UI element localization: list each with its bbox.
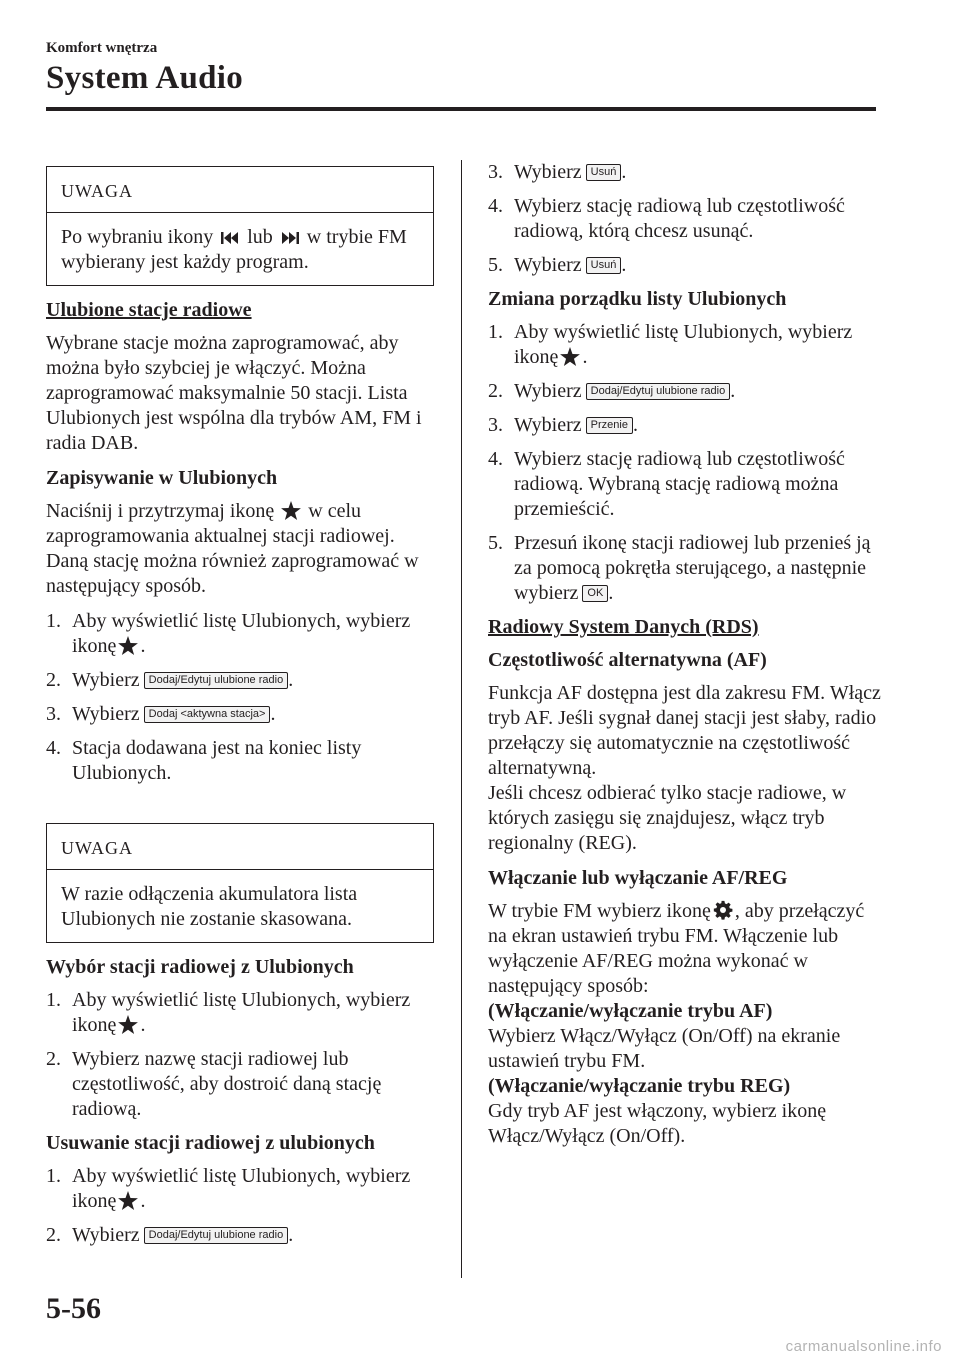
- note-text: lub: [247, 226, 273, 248]
- page-number: 5-56: [46, 1292, 101, 1325]
- list-item: 1. Aby wyświetlić listę Ulubionych, wybierz ikonę .: [46, 1165, 411, 1212]
- paragraph: Jeśli chcesz odbierać tylko stacje radiowe, w których zasięgu się znajdujesz, włącz tryb regionalny (REG).: [488, 782, 847, 854]
- section-heading: Radiowy System Danych (RDS): [488, 616, 759, 638]
- note-body: [47, 213, 433, 285]
- edit-favorites-button: Dodaj/Edytuj ulubione radio: [144, 672, 289, 689]
- note-box: [46, 823, 434, 943]
- paragraph: Gdy tryb AF jest włączony, wybierz ikonę Włącz/Wyłącz (On/Off).: [488, 1100, 827, 1147]
- list-item: 2. Wybierz nazwę stacji radiowej lub częstotliwość, aby dostroić daną stację radiową.: [46, 1048, 382, 1120]
- subsection-heading: Częstotliwość alternatywna (AF): [488, 649, 767, 671]
- list-item: 1. Aby wyświetlić listę Ulubionych, wybierz ikonę .: [488, 321, 853, 368]
- paragraph: Funkcja AF dostępna jest dla zakresu FM. Włącz tryb AF. Jeśli sygnał danej stacji jest słaby, radio przełączy się automatycznie na częstotliwość alternatywną.: [488, 682, 881, 779]
- list-item: 2. Wybierz Dodaj/Edytuj ulubione radio .: [46, 1224, 294, 1246]
- subsection-heading: Zapisywanie w Ulubionych: [46, 467, 278, 489]
- title-rule: [46, 107, 876, 111]
- add-active-station-button: Dodaj <aktywna stacja>: [144, 706, 271, 723]
- right-column: [488, 160, 888, 1149]
- note-heading: UWAGA: [47, 824, 433, 870]
- subsection-heading: (Włączanie/wyłączanie trybu AF): [488, 1000, 773, 1022]
- left-column: [46, 160, 434, 1257]
- note-box: [46, 166, 434, 286]
- skip-forward-icon: [280, 230, 300, 246]
- paragraph: Wybrane stacje można zaprogramować, aby można było szybciej je włączyć. Można zaprogramować maksymalnie 50 stacji. Lista Ulubionych jest wspólna dla trybów AM, FM i radia DAB.: [46, 332, 422, 454]
- list-item: 2. Wybierz Dodaj/Edytuj ulubione radio .: [46, 669, 294, 691]
- delete-button: Usuń: [586, 257, 622, 274]
- list-item: 4. Wybierz stację radiową lub częstotliwość radiową, którą chcesz usunąć.: [488, 195, 845, 242]
- ok-button: OK: [582, 585, 608, 602]
- subsection-heading: Włączanie lub wyłączanie AF/REG: [488, 867, 788, 889]
- move-button: Przenie: [586, 417, 633, 434]
- list-item: 1. Aby wyświetlić listę Ulubionych, wybierz ikonę .: [46, 989, 411, 1036]
- gear-icon: [713, 900, 733, 920]
- list-item: 3. Wybierz Dodaj <aktywna stacja> .: [46, 703, 276, 725]
- subsection-heading: Wybór stacji radiowej z Ulubionych: [46, 956, 354, 978]
- list-item: 5. Przesuń ikonę stacji radiowej lub przenieś ją za pomocą pokrętła sterującego, a następnie wybierz OK .: [488, 532, 871, 604]
- list-item: 3. Wybierz Przenie .: [488, 414, 638, 436]
- edit-favorites-button: Dodaj/Edytuj ulubione radio: [144, 1227, 289, 1244]
- list-item: 2. Wybierz Dodaj/Edytuj ulubione radio .: [488, 380, 736, 402]
- section-heading: Ulubione stacje radiowe: [46, 299, 252, 321]
- list-item: 5. Wybierz Usuń .: [488, 254, 627, 276]
- subsection-heading: Zmiana porządku listy Ulubionych: [488, 288, 787, 310]
- note-text: Po wybraniu ikony: [61, 226, 214, 248]
- star-icon: [118, 1015, 138, 1034]
- note-heading: UWAGA: [47, 167, 433, 213]
- delete-button: Usuń: [586, 164, 622, 181]
- star-icon: [118, 636, 138, 655]
- star-icon: [118, 1191, 138, 1210]
- column-divider: [461, 160, 462, 1278]
- page-title: System Audio: [46, 60, 244, 96]
- note-body: W razie odłączenia akumulatora lista Ulubionych nie zostanie skasowana.: [61, 883, 358, 930]
- list-item: 1. Aby wyświetlić listę Ulubionych, wybierz ikonę .: [46, 610, 411, 657]
- skip-back-icon: [220, 230, 240, 246]
- list-item: 4. Stacja dodawana jest na koniec listy Ulubionych.: [46, 737, 362, 784]
- note-text: w trybie FM wybierany jest każdy program.: [61, 226, 407, 273]
- section-label: Komfort wnętrza: [46, 40, 158, 56]
- paragraph: W trybie FM wybierz ikonę , aby przełączyć na ekran ustawień trybu FM. Włączenie lub wyłączenie AF/REG można wykonać w następujący sposób:: [488, 900, 865, 997]
- edit-favorites-button: Dodaj/Edytuj ulubione radio: [586, 383, 731, 400]
- paragraph: Wybierz Włącz/Wyłącz (On/Off) na ekranie ustawień trybu FM.: [488, 1025, 841, 1072]
- subsection-heading: Usuwanie stacji radiowej z ulubionych: [46, 1132, 375, 1154]
- footer-watermark: carmanualsonline.info: [785, 1338, 942, 1355]
- star-icon: [281, 501, 301, 520]
- star-icon: [560, 347, 580, 366]
- subsection-heading: (Włączanie/wyłączanie trybu REG): [488, 1075, 791, 1097]
- list-item: 3. Wybierz Usuń .: [488, 161, 627, 183]
- paragraph: Naciśnij i przytrzymaj ikonę w celu zaprogramowania aktualnej stacji radiowej. Daną stację można również zaprogramować w następujący sposób.: [46, 500, 419, 597]
- list-item: 4. Wybierz stację radiową lub częstotliwość radiową. Wybraną stację radiową można przemieścić.: [488, 448, 845, 520]
